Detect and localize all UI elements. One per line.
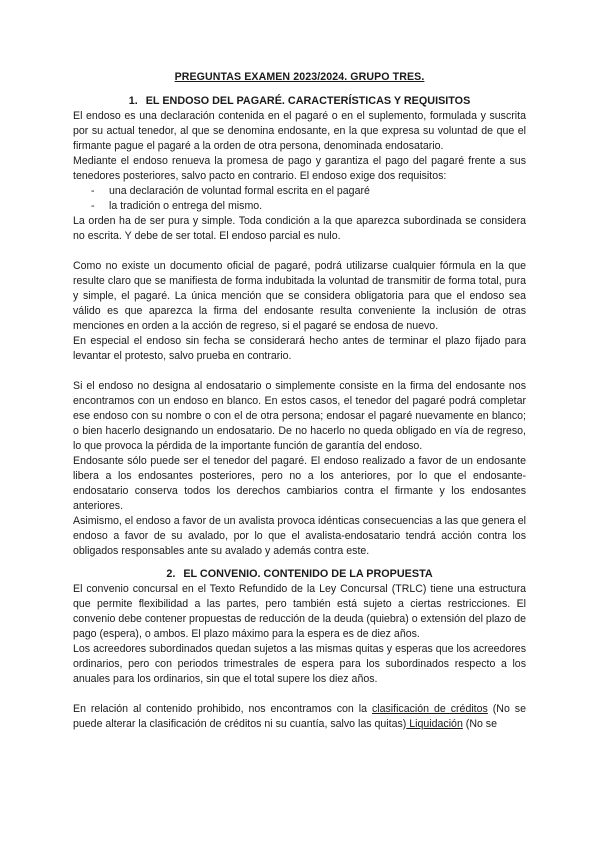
requirements-list <box>73 184 526 214</box>
list-item: - la tradición o entrega del mismo. <box>91 199 526 214</box>
blank-line <box>73 559 526 567</box>
text-run: (No se puede alterar la clasificación de créditos ni su cuantía, salvo las quitas) <box>73 703 526 730</box>
section-1-paragraph: En especial el endoso sin fecha se considerará hecho antes de terminar el plazo fijado para levantar el protesto, salvo prueba en contrario. <box>73 335 526 362</box>
section-1-paragraph: La orden ha de ser pura y simple. Toda condición a la que aparezca subordinada se considera no escrita. Y debe de ser total. El endoso parcial es nulo. <box>73 215 526 242</box>
blank-line <box>73 244 526 259</box>
section-2-number: 2. <box>166 568 176 580</box>
section-2-title: EL CONVENIO. CONTENIDO DE LA PROPUESTA <box>183 568 433 580</box>
section-1-title: EL ENDOSO DEL PAGARÉ. CARACTERÍSTICAS Y REQUISITOS <box>145 95 471 107</box>
section-2-heading <box>73 567 526 582</box>
section-1-paragraph: Asimismo, el endoso a favor de un avalista provoca idénticas consecuencias a las que genera el endoso a favor de su avalado, por lo que el avalista-endosatario tendrá acción contra los obligados responsables ante su avalado y además contra este. <box>73 515 526 557</box>
link-liquidacion[interactable]: Liquidación <box>406 718 463 730</box>
section-1-paragraph: Como no existe un documento oficial de pagaré, podrá utilizarse cualquier fórmula en la que resulte claro que se manifiesta de forma indubitada la voluntad de transmitir de forma total, pura y simple, el pagaré. La única mención que se considera obligatoria para que el endoso sea válido es que aparezca la firma del endosante resulta conveniente la inclusión de otras menciones en orden a la acción de regreso, si el pagaré se endosa de nuevo. <box>73 260 526 332</box>
section-1-paragraph: El endoso es una declaración contenida en el pagaré o en el suplemento, formulada y suscrita por su actual tenedor, al que se denomina endosante, en la que expresa su voluntad de que el firmante pague el pagaré a la orden de otra persona, denominada endosatario. <box>73 110 526 152</box>
section-2-paragraph: Los acreedores subordinados quedan sujetos a las mismas quitas y esperas que los acreedores ordinarios, pero con periodos trimestrales de espera para los subordinados respecto a los anuales para los ordinarios, sin que el total supere los diez años. <box>73 643 526 685</box>
text-run: En relación al contenido prohibido, nos encontramos con la <box>73 703 372 715</box>
section-2-paragraph <box>73 702 526 732</box>
link-clasificacion-creditos[interactable]: clasificación de créditos <box>371 703 488 715</box>
blank-line <box>73 364 526 379</box>
page-title: PREGUNTAS EXAMEN 2023/2024. GRUPO TRES. <box>174 71 425 83</box>
text-run: (No se <box>462 718 497 730</box>
section-1-paragraph: Mediante el endoso renueva la promesa de pago y garantiza el pago del pagaré frente a sus tenedores posteriores, salvo pacto en contrario. El endoso exige dos requisitos: <box>73 155 526 182</box>
section-1-heading <box>73 94 526 109</box>
section-1-paragraph: Endosante sólo puede ser el tenedor del pagaré. El endoso realizado a favor de un endosante libera a los endosantes posteriores, pero no a los anteriores, por lo que el endosante-endosatario conserva todos los derechos cambiarios contra el firmante y los endosantes anteriores. <box>73 455 526 512</box>
blank-line <box>73 687 526 702</box>
list-item: - una declaración de voluntad formal escrita en el pagaré <box>91 184 526 199</box>
section-1-paragraph: Si el endoso no designa al endosatario o simplemente consiste en la firma del endosante nos encontramos con un endoso en blanco. En estos casos, el tenedor del pagaré podrá completar ese endoso con su nombre o con el de otra persona; endosar el pagaré nuevamente en blanco; o bien hacerlo designando un endosatario. De no hacerlo no queda obligado en vía de regreso, lo que provoca la pérdida de la importante función de garantía del endoso. <box>73 380 526 452</box>
section-1-number: 1. <box>128 95 138 107</box>
section-2-paragraph: El convenio concursal en el Texto Refundido de la Ley Concursal (TRLC) tiene una estructura que permite flexibilidad a las partes, pero también está sujeto a ciertas restricciones. El convenio debe contener propuestas de reducción de la deuda (quiebra) o extensión del plazo de pago (espera), o ambos. El plazo máximo para la espera es de diez años. <box>73 583 526 640</box>
